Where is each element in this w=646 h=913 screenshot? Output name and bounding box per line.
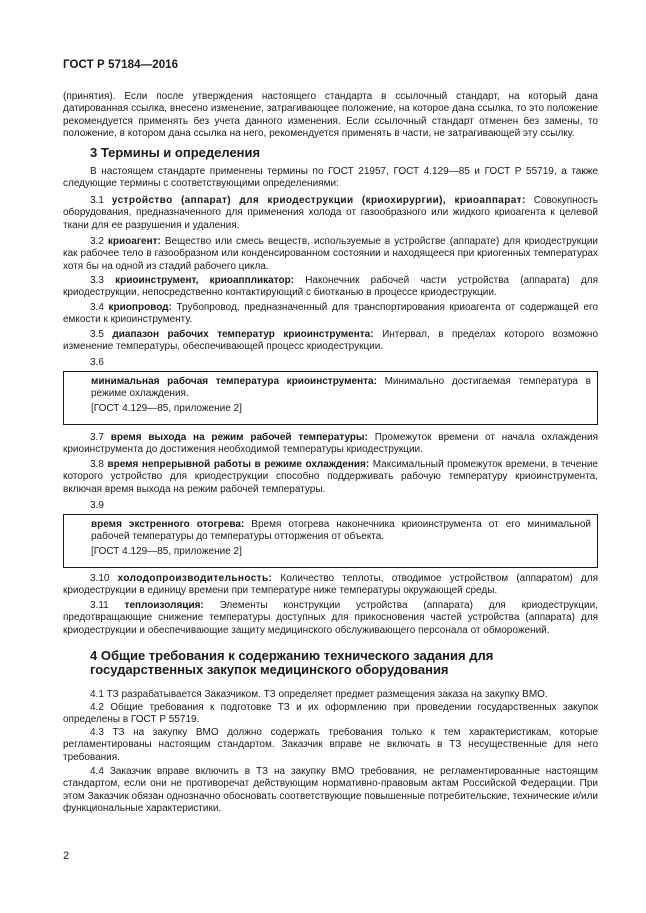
term-3-9-reference: [ГОСТ 4.129—85, приложение 2] <box>91 545 242 557</box>
term-3-10 <box>63 573 598 598</box>
term-definition: Интервал, в пределах которого возможно изменение температуры, обеспечивающей процесс криодеструкции. <box>63 329 599 353</box>
para-4-1: 4.1 ТЗ разрабатывается Заказчиком. ТЗ определяет предмет размещения заказа на закупку ВМО. <box>90 689 548 700</box>
term-title: криоагент: <box>107 236 161 247</box>
term-3-2 <box>63 236 598 273</box>
term-definition: Время отогрева наконечника криоинструмента от его минимальной рабочей температуры до температуры отторжения от объекта. <box>91 519 591 543</box>
term-title: время непрерывной работы в режиме охлаждения: <box>107 459 370 470</box>
term-title: криоинструмент, криоаппликатор: <box>115 275 295 286</box>
term-3-3 <box>63 275 598 300</box>
term-3-5 <box>63 329 598 354</box>
para-4-4: 4.4 Заказчик вправе включить в ТЗ на закупку ВМО требования, не регламентированные настоящим стандартом, если они не противоречат действующим нормативно-правовым актам Российской Федерации. При этом Заказчик обязан однозначно обосновать соответствующие повышенные потребительские, технические и/или функциональные характеристики. <box>63 766 598 815</box>
term-definition: Элементы конструкции устройства (аппарата) для криодеструкции, предотвращающие снижение температуры доступных для прикосновения частей устройства (аппарата) для криодеструкции и обеспечивающие защиту медицинского обслуживающего персонала от обморожений. <box>63 600 598 636</box>
term-3-7 <box>63 432 598 457</box>
term-title: минимальная рабочая температура криоинструмента: <box>91 376 377 387</box>
section-3-heading: 3 Термины и определения <box>90 145 261 160</box>
term-number: 3.11 <box>90 600 109 611</box>
term-number: 3.4 <box>90 302 104 313</box>
term-title: холодопроизводительность: <box>117 573 273 584</box>
term-definition: Совокупность оборудования, предназначенного для применения холода от газообразного или жидкого криоагента к целевой ткани для ее разрушения и удаления. <box>63 195 599 231</box>
term-3-6-number: 3.6 <box>90 357 104 368</box>
section-4-heading: 4 Общие требования к содержанию технического задания для государственных закупок медицинского оборудования <box>90 648 494 677</box>
term-title: криопровод: <box>108 302 172 313</box>
term-3-4 <box>63 302 598 327</box>
term-3-6 <box>64 372 597 401</box>
term-definition: Максимальный промежуток времени, в течение которого устройство для криодеструкции способно поддерживать рабочую температуру криоинструмента, включая время выхода на режим рабочей температуры. <box>63 459 598 495</box>
term-3-11 <box>63 600 598 637</box>
term-3-9-number: 3.9 <box>90 500 104 511</box>
term-3-6-reference: [ГОСТ 4.129—85, приложение 2] <box>91 402 242 414</box>
term-number: 3.8 <box>90 459 104 470</box>
term-3-6-box <box>63 371 598 425</box>
term-3-9 <box>64 515 597 544</box>
term-definition: Трубопровод, предназначенный для транспортирования криоагента от содержащей его емкости к криоинструменту. <box>63 302 598 326</box>
term-title: устройство (аппарат) для криодеструкции (криохирургии), криоаппарат: <box>111 195 526 206</box>
term-number: 3.1 <box>90 195 104 206</box>
term-title: время выхода на режим рабочей температуры: <box>110 432 368 443</box>
term-definition: Минимально достигаемая температура в режиме охлаждения. <box>91 376 591 400</box>
page-number: 2 <box>63 850 70 862</box>
term-number: 3.5 <box>90 329 104 340</box>
intro-paragraph: (принятия). Если после утверждения настоящего стандарта в ссылочный стандарт, на который дана датированная ссылка, внесено изменение, затрагивающее положение, на которое дана ссылка, то это положение рекомендуется применять без учета данного изменения. Если ссылочный стандарт отменен без замены, то положение, в котором дана ссылка на него, рекомендуется применять в части, не затрагивающей эту ссылку. <box>63 91 598 140</box>
section-3-intro: В настоящем стандарте применены термины по ГОСТ 21957, ГОСТ 4.129—85 и ГОСТ Р 55719, а также следующие термины с соответствующими определениями: <box>63 166 598 190</box>
term-definition: Количество теплоты, отводимое устройством (аппаратом) для криодеструкции в единицу времени при температуре ниже температуры окружающей среды. <box>63 573 599 597</box>
term-number: 3.10 <box>90 573 110 584</box>
term-number: 3.2 <box>90 236 104 247</box>
term-definition: Наконечник рабочей части устройства (аппарата) для криодеструкции, непосредственно контактирующий с биотканью в процессе криодеструкции. <box>63 275 599 299</box>
term-number: 3.3 <box>90 275 104 286</box>
term-title: диапазон рабочих температур криоинструмента: <box>112 329 374 340</box>
term-definition: Вещество или смесь веществ, используемые в устройстве (аппарате) для криодеструкции как рабочее тело в газообразном или конденсированном состоянии и находящееся при криогенных температурах хотя бы на одной из стадий рабочего цикла. <box>63 236 598 272</box>
term-3-1 <box>63 195 598 232</box>
term-3-8 <box>63 459 598 496</box>
term-number: 3.7 <box>90 432 104 443</box>
para-4-2: 4.2 Общие требования к подготовке ТЗ и их оформлению при проведении государственных закупок определены в ГОСТ Р 55719. <box>63 702 598 726</box>
term-3-9-box <box>63 514 598 568</box>
document-header: ГОСТ Р 57184—2016 <box>63 59 179 71</box>
term-title: время экстренного отогрева: <box>91 519 245 530</box>
para-4-3: 4.3 ТЗ на закупку ВМО должно содержать требования только к тем характеристикам, которые регламентированы настоящим стандартом. Заказчик вправе не включать в ТЗ несущественные для него требования. <box>63 727 598 763</box>
term-definition: Промежуток времени от начала охлаждения криоинструмента до достижения необходимой температуры криодеструкции. <box>63 432 599 456</box>
term-title: теплоизоляция: <box>124 600 204 611</box>
